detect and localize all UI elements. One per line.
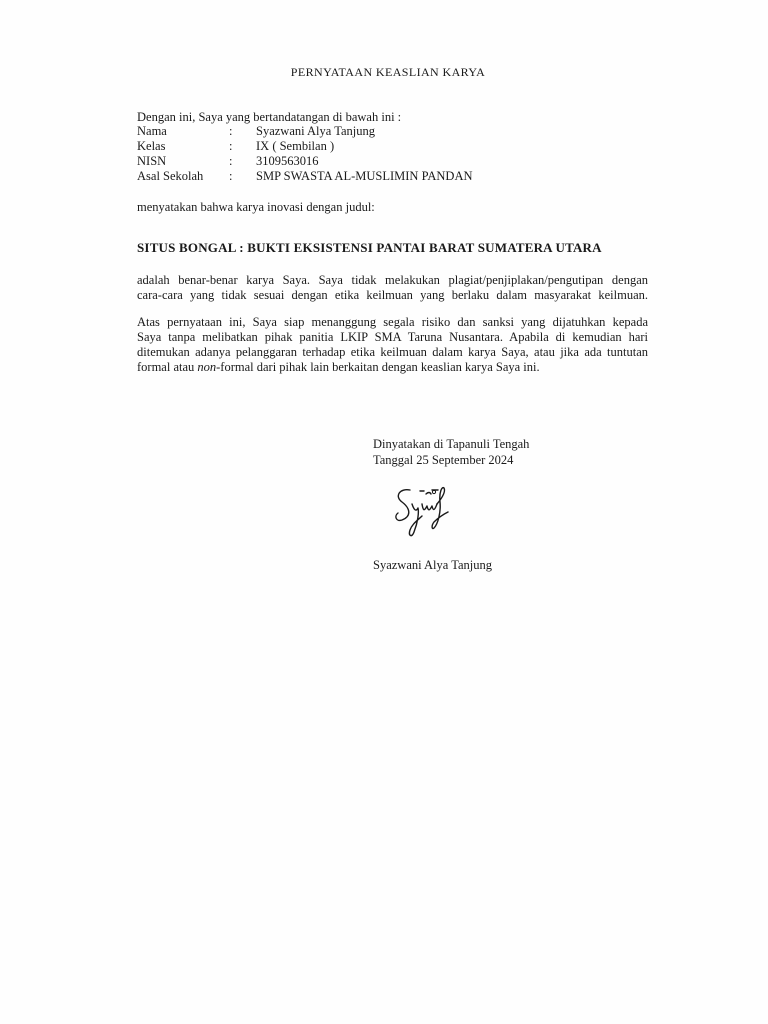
identity-label: Nama (137, 124, 167, 138)
paragraph-text: -formal dari pihak lain berkaitan dengan keaslian karya Saya ini. (216, 360, 540, 374)
identity-row-class (137, 139, 473, 154)
identity-colon: : (229, 139, 233, 153)
identity-row-school (137, 169, 473, 184)
paragraph-line: Saya tanpa melibatkan pihak panitia LKIP SMA Taruna Nusantara. Apabila di kemudian hari (137, 330, 648, 344)
work-title: SITUS BONGAL : BUKTI EKSISTENSI PANTAI BARAT SUMATERA UTARA (137, 240, 602, 255)
paragraph-italic-text: non (197, 360, 217, 374)
identity-row-name (137, 124, 473, 139)
paragraph-line: ditemukan adanya pelanggaran terhadap etika keilmuan dalam karya Saya, atau jika ada tuntutan (137, 345, 648, 359)
paragraph-originality (137, 273, 648, 303)
paragraph-line: Atas pernyataan ini, Saya siap menanggung segala risiko dan sanksi yang dijatuhkan kepada (137, 315, 648, 329)
identity-colon: : (229, 154, 233, 168)
identity-label: Kelas (137, 139, 166, 153)
paragraph-line: adalah benar-benar karya Saya. Saya tidak melakukan plagiat/penjiplakan/pengutipan dengan (137, 273, 648, 287)
paragraph-consequences (137, 315, 648, 375)
identity-label: Asal Sekolah (137, 169, 204, 183)
document-title: PERNYATAAN KEASLIAN KARYA (290, 65, 486, 79)
intro-text: Dengan ini, Saya yang bertandatangan di bawah ini : (137, 110, 402, 124)
signing-date: Tanggal 25 September 2024 (373, 453, 514, 467)
signer-name: Syazwani Alya Tanjung (373, 558, 493, 572)
identity-value: IX ( Sembilan ) (256, 139, 335, 153)
paragraph-text: formal atau (137, 360, 198, 374)
identity-value: SMP SWASTA AL-MUSLIMIN PANDAN (256, 169, 473, 183)
paragraph-line (137, 360, 648, 375)
identity-colon: : (229, 169, 233, 183)
identity-value: 3109563016 (256, 154, 319, 168)
identity-row-nisn (137, 154, 473, 169)
identity-table (137, 124, 473, 184)
identity-label: NISN (137, 154, 167, 168)
statement-text: menyatakan bahwa karya inovasi dengan judul: (137, 200, 375, 214)
paragraph-line: cara-cara yang tidak sesuai dengan etika keilmuan yang berlaku dalam masyarakat keilmuan. (137, 288, 648, 302)
signing-place: Dinyatakan di Tapanuli Tengah (373, 437, 530, 451)
identity-value: Syazwani Alya Tanjung (256, 124, 376, 138)
handwritten-signature (390, 482, 470, 542)
identity-colon: : (229, 124, 233, 138)
